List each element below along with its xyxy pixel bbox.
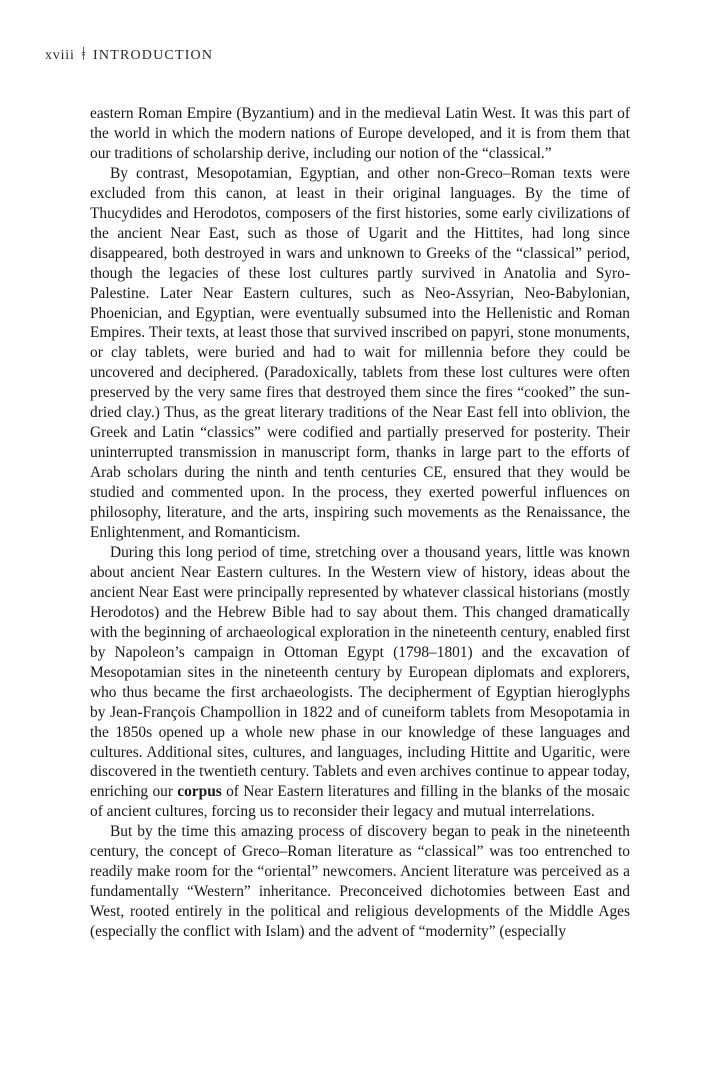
paragraph <box>90 543 630 822</box>
paragraph-text: During this long period of time, stretching over a thousand years, little was known about ancient Near Eastern cultures. In the Western view of history, ideas about the ancient Near East were principally represented by whatever classical historians (mostly Herodotos) and the Hebrew Bible had to say about them. This changed dramatically with the beginning of archaeological exploration in the nineteenth century, enabled first by Napoleon’s campaign in Ottoman Egypt (1798–1801) and the excavation of Mesopotamian sites in the nineteenth century by European diplomats and explorers, who thus became the first archaeologists. The decipherment of Egyptian hieroglyphs by Jean-François Champollion in 1822 and of cuneiform tablets from Mesopotamia in the 1850s opened up a whole new phase in our knowledge of these languages and cultures. Additional sites, cultures, and languages, including Hittite and Ugaritic, were discovered in the twentieth century. Tablets and even archives continue to appear today, enriching our <box>90 543 630 801</box>
page-number: xviii <box>45 48 75 63</box>
paragraph-text: of Near Eastern literatures and filling in the blanks of the mosaic of ancient cultures, forcing us to reconsider their legacy and mutual interrelations. <box>90 783 630 821</box>
running-header <box>45 46 213 65</box>
bold-term-corpus: corpus <box>177 783 222 801</box>
body-text <box>90 104 630 942</box>
paragraph: But by the time this amazing process of discovery began to peak in the nineteenth century, the concept of Greco–Roman literature as “classical” was too entrenched to readily make room for the “oriental” newcomers. Ancient literature was perceived as a fundamentally “Western” inheritance. Preconceived dichotomies between East and West, rooted entirely in the political and religious developments of the Middle Ages (especially the conflict with Islam) and the advent of “modernity” (especially <box>90 823 630 941</box>
section-title: INTRODUCTION <box>93 48 214 63</box>
separator-ornament: ǂ <box>81 45 87 65</box>
paragraph: By contrast, Mesopotamian, Egyptian, and other non-Greco–Roman texts were excluded from this canon, at least in their original languages. By the time of Thucydides and Herodotos, composers of the first histories, some early civilizations of the ancient Near East, such as those of Ugarit and the Hittites, had long since disappeared, both destroyed in wars and unknown to Greeks of the “classical” period, though the legacies of these lost cultures partly survived in Anatolia and Syro-Palestine. Later Near Eastern cultures, such as Neo-Assyrian, Neo-Babylonian, Phoenician, and Egyptian, were eventually subsumed into the Hellenistic and Roman Empires. Their texts, at least those that survived inscribed on papyri, stone monuments, or clay tablets, were buried and had to wait for millennia before they could be uncovered and deciphered. (Paradoxically, tablets from these lost cultures were often preserved by the very same fires that destroyed them since the fires “cooked” the sun-dried clay.) Thus, as the great literary traditions of the Near East fell into oblivion, the Greek and Latin “classics” were codified and partially preserved for posterity. Their uninterrupted transmission in manuscript form, thanks in large part to the efforts of Arab scholars during the ninth and tenth centuries CE, ensured that they would be studied and commented upon. In the process, they exerted powerful influences on philosophy, literature, and the arts, inspiring such movements as the Renaissance, the Enlightenment, and Romanticism. <box>90 164 630 542</box>
paragraph-continued: eastern Roman Empire (Byzantium) and in the medieval Latin West. It was this part of the world in which the modern nations of Europe developed, and it is from them that our traditions of scholarship derive, including our notion of the “classical.” <box>90 105 630 162</box>
